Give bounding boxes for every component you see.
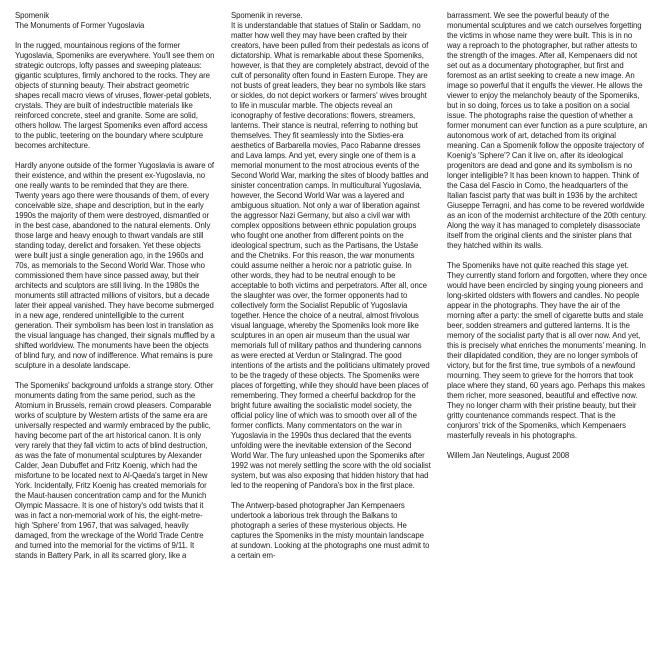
paragraph-background: The Spomeniks' background unfolds a strange story. Other monuments dating from the same period, such as the Atomium in Brussels, remain crowd pleasers. Comparable works of sculpture by Western artists of the same era are universally respected and warmly embraced by the public, having become part of the art historical canon. It is only very rarely that they fall victim to acts of blind destruction, as was the fate of monumental sculptures by Alexander Calder, Jean Dubuffet and Fritz Koenig, which had the misfortune to be located next to Al-Qaeda's target in New York. Incidentally, Fritz Koenig has created memorials for the Maut-hausen concentration camp and for the Munich Olympic Massacre. It is one of history's odd twists that it was in fact a non-memorial work of his, the eight-metre-high 'Sphere' from 1967, that was salvaged, heavily damaged, from the wreckage of the World Trade Centre and turned into the memorial for the victims of 9/11. It stands in Battery Park, in all its scarred glory, like a (15, 381, 214, 560)
paragraph-iconography: It is understandable that statues of Stalin or Saddam, no matter how well they may have been crafted by their creators, have been pulled from their pedestals as icons of dictatorship. What is remarkable about these Spomeniks, however, is that they are completely abstract, devoid of the cult of personality often found in Eastern Europe. They are not busts of great leaders, they bear no symbols like stars or sickles, do not depict workers or farmers' wives brought to life in muscular marble. The objects reveal an iconography of festive decorations: flowers, streamers, lanterns. Their stance is neutral, referring to nothing but themselves. They fit seamlessly into the Sixties-era aesthetics of Barbarella movies, Paco Rabanne dresses and Lava lamps. And yet, every single one of them is a memorial monument to the most atrocious events of the Second World War, marking the sites of bloody battles and sinister concentration camps. In multicultural Yugoslavia, however, the Second World War was a layered and ambiguous situation. Not only a war of liberation against the aggressor Nazi Germany, but also a civil war with complex oppositions between ethnic population groups who fought one another from different points on the ideological spectrum, such as the Partisans, the Ustaše and the Chetniks. For this reason, the war monuments could assume neither a heroic nor a patriotic guise. In other words, they had to be neutral enough to be acceptable to both victims and perpetrators. After all, once the slaughter was over, the former opponents had to collectively form the Socialist Republic of Yugoslavia together. Hence the choice of a neutral, almost frivolous visual language, whereby the Spomeniks look more like sculptures in an open air museum than the usual war memorials full of military pathos and thundering cannons as were erected at Verdun or Stalingrad. The good intentions of the artists and the politicians ultimately proved to be the tragedy of these objects. The Spomeniks were places of forgetting, while they should have been places of remembering. They formed a cheerful backdrop for the bright future awaiting the socialistic model society, the official policy line of which was to smooth over all of the former conflicts. Many commentators on the war in Yugoslavia in the 1990s thus declared that the events unfolding were the inevitable extension of the Second World War. The fury unleashed upon the Spomeniks after 1992 was not merely settling the score with the old socialist system, but was also exposing that hidden history that had led to the reopening of Pandora's box in the first place. (231, 21, 431, 490)
paragraph-history: Hardly anyone outside of the former Yugoslavia is aware of their existence, and within the present ex-Yugoslavia, no one really wants to be reminded that they are there. Twenty years ago there were thousands of them, of every conceivable size, shape and description, but in the early 1990s the majority of them were destroyed, dismantled or in the best case, abandoned to the natural elements. Only those large and heavy enough to thwart vandals are still standing today, derelict and forsaken. Yet these objects were built just a single generation ago, in the 1960s and 70s, as memorials to the Second World War. Those who commissioned them have since passed away, but their architects and sculptors are still living. In the 1980s the monuments still attracted millions of visitors, but a decade later their appeal vanished. They have become submerged in a new age, rendered unintelligible to the current generation. Their symbolism has been lost in translation as the visual language has changed, their signals muffled by a shifted worldview. The monuments have been the objects of blind fury, and now of indifference. What remains is pure sculpture in a desolate landscape. (15, 161, 215, 370)
article-columns (15, 11, 647, 656)
paragraph-photographer-continued: barrassment. We see the powerful beauty of the monumental sculptures and we catch ourselves forgetting the victims in whose name they were built. This is in no way a reproach to the photographer, but rather attests to the strength of the images. After all, Kempenaers did not set out as a documentary photographer, but first and foremost as an artist seeking to create a new image. An image so powerful that it engulfs the viewer. He allows the viewer to enjoy the melancholy beauty of the Spomeniks, but in so doing, forces us to take a position on a social issue. The photographs raise the question of whether a former monument can ever function as a pure sculpture, an autonomous work of art, detached from its original meaning. Can a Spomenik follow the opposite trajectory of Koenig's 'Sphere'? Can it live on, after its ideological progenitors are dead and gone and its symbolism is no longer intelligible? It has been known to happen. Think of the Casa del Fascio in Como, the headquarters of the Italian fascist party that was built in 1936 by the architect Giuseppe Terragni, and has come to be revered worldwide as an icon of the modernist architecture of the 20th century. Along the way it has managed to completely disassociate itself from the original clients and the sinister plans that they hatched within its walls. (447, 11, 647, 250)
text-column-3 (447, 11, 647, 656)
paragraph-photographer: The Antwerp-based photographer Jan Kempenaers undertook a laborious trek through the Balkans to photograph a series of these mysterious objects. He captures the Spomeniks in the misty mountain landscape at sundown. Looking at the photographs one must admit to a certain em- (231, 501, 430, 560)
signature-line: Willem Jan Neutelings, August 2008 (447, 451, 570, 460)
article-subtitle: The Monuments of Former Yugoslavia (15, 21, 145, 30)
article-title: Spomenik (15, 11, 50, 20)
paragraph-intro: In the rugged, mountainous regions of the former Yugoslavia, Spomeniks are everywhere. You'll see them on strategic outcrops, lofty passes and sweeping plateaus: gigantic sculptures, firmly anchored to the rocks. They are objects of stunning beauty. Their abstract geometric shapes recall macro views of viruses, flower-petal goblets, crystals. They are built of indestructible materials like reinforced concrete, steel and granite. Some are solid, others hollow. The largest Spomeniks even afford access to the public, teetering on the boundary where sculpture becomes architecture. (15, 41, 215, 150)
text-column-2 (231, 11, 431, 656)
paragraph-legacy: The Spomeniks have not quite reached this stage yet. They currently stand forlorn and forgotten, where they once would have been encircled by singing young pioneers and long-skirted oldsters with flowers and candles. No people appear in the photographs. They have the air of the morning after a party: the smell of cigarette butts and stale beer, sodden streamers and guttered lanterns. It is the memory of the socialist party that is all over now. And yet, this is precisely what enriches the monuments' meaning. In their dilapidated condition, they are no longer symbols of victory, but for the first time, true symbols of a newfound mourning. They seem to grieve for the horrors that took place where they stand, 60 years ago. Perhaps this makes them richer, more seasoned, beautiful and effective now. They no longer charm with their pristine beauty, but their gritty countenance commands respect. That is the conjurors' trick of the Spomeniks, which Kempenaers masterfully reveals in his photographs. (447, 261, 647, 440)
continuation-line: Spomenik in reverse. (231, 11, 303, 20)
text-column-1 (15, 11, 215, 656)
